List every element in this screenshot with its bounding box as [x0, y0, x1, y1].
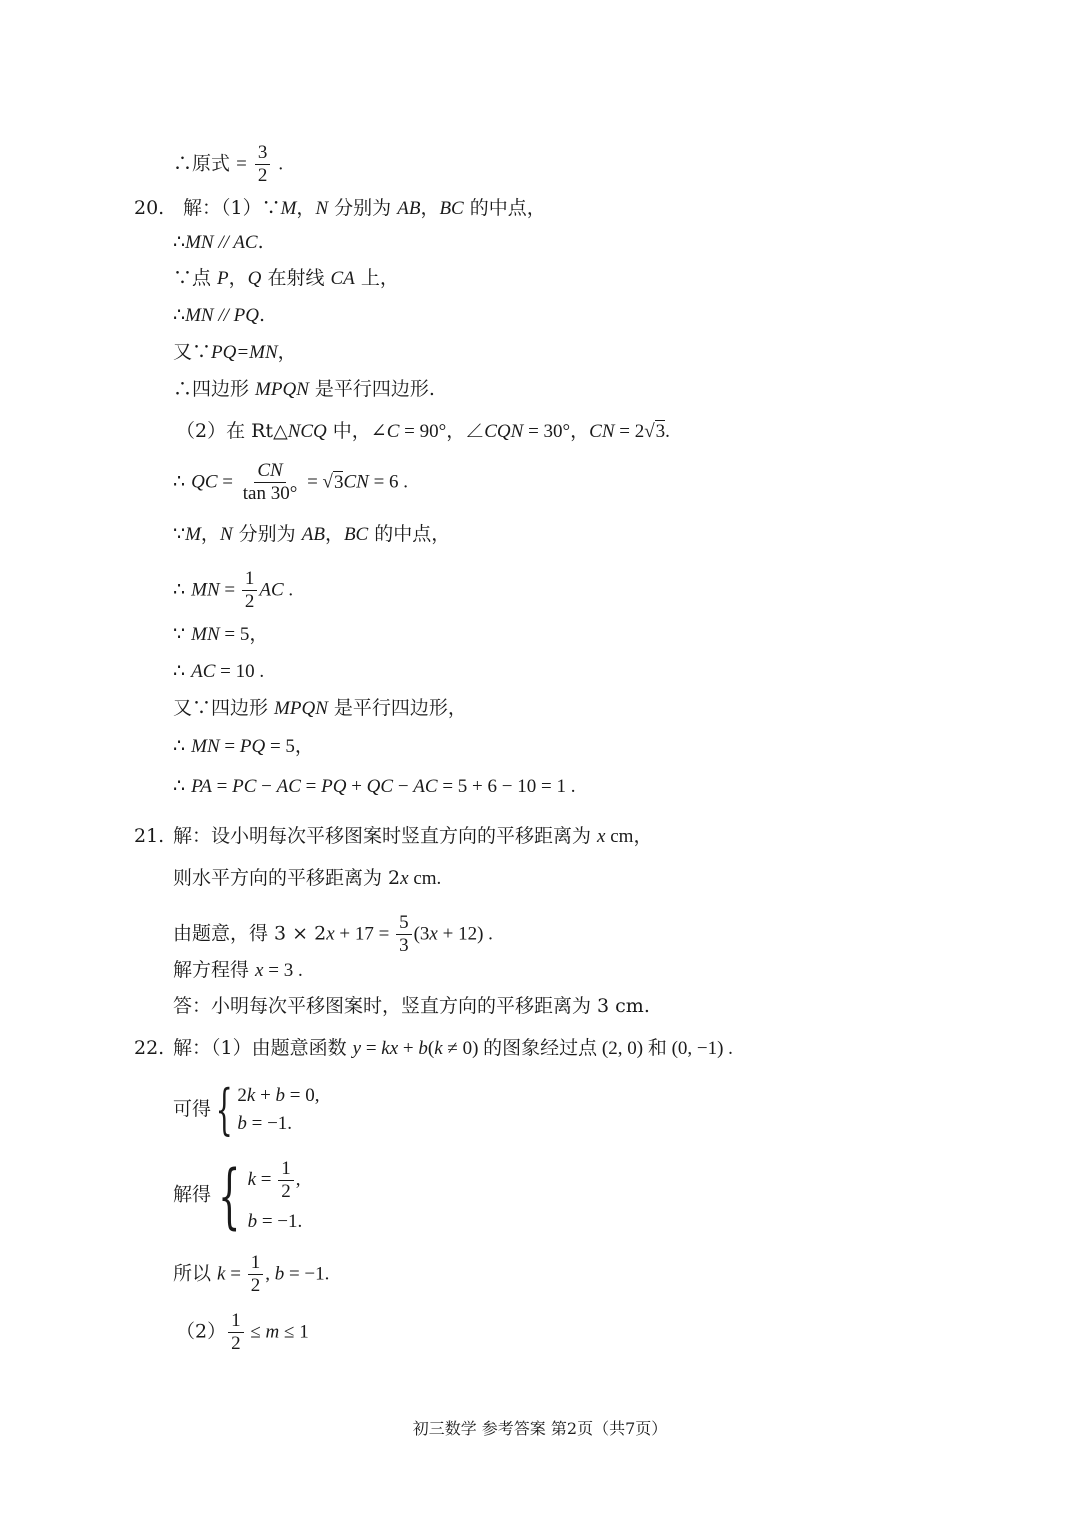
text: ∴ [173, 231, 186, 253]
text: 解：（1）∵ [183, 197, 281, 219]
expr: MN // AC [185, 232, 258, 253]
var: CN [589, 421, 615, 442]
text: 是平行四边形， [327, 697, 467, 719]
var: b [275, 1085, 286, 1106]
text: ∵ [173, 523, 186, 545]
text: = 3 . [263, 960, 303, 981]
text: ∴四边形 [173, 378, 256, 400]
fraction [228, 1310, 244, 1355]
equation-system [248, 1158, 303, 1233]
question-number-20: 20. [134, 197, 165, 219]
text: = [219, 579, 240, 601]
text: ∴ [173, 578, 192, 601]
var: x [429, 923, 438, 945]
text: 又∵ [173, 341, 212, 363]
var: BC [343, 524, 369, 545]
brace: { [215, 1078, 233, 1141]
q20-line-1 [183, 196, 546, 221]
q20-line-3 [173, 266, 399, 291]
var: k [246, 1085, 256, 1106]
numerator: 1 [228, 1310, 244, 1333]
numerator: CN [254, 460, 285, 483]
text: = 10 . [215, 661, 265, 682]
var: m [265, 1321, 280, 1343]
q20-line-6 [173, 377, 435, 402]
text: = 2 [614, 421, 645, 442]
q20-line-8: ∴ QC = $\frac{CN}{\tan 30^\circ}$ = √3CN = 6 . [173, 460, 409, 504]
eq-row-2 [248, 1211, 303, 1233]
var: PQ [239, 736, 266, 757]
var: b [274, 1263, 285, 1285]
var: NCQ [287, 421, 327, 442]
var: MN [191, 579, 220, 601]
text: = −1. [257, 1211, 303, 1232]
var: k [217, 1263, 226, 1285]
text: 中，∠ [326, 420, 387, 442]
q20-line-10 [173, 568, 293, 613]
q20-line-11 [173, 622, 268, 647]
denominator: 3 [399, 935, 409, 956]
var: AB [397, 198, 421, 219]
var: x [326, 923, 335, 945]
var: k [247, 1168, 256, 1190]
var: x [255, 960, 264, 981]
text: = 30°， [523, 421, 590, 442]
equals: = [236, 153, 247, 175]
var: y [352, 1038, 362, 1059]
q21-line-4 [173, 958, 303, 983]
var: PC [232, 776, 257, 797]
text: (3 [413, 923, 430, 945]
var: MN [191, 624, 220, 645]
var: C [386, 421, 400, 442]
text: . [257, 231, 264, 253]
text: = 5， [265, 736, 314, 757]
text: （2） [176, 1320, 227, 1343]
text: = 5， [219, 624, 269, 645]
period: . [278, 153, 284, 175]
text: = [361, 1038, 382, 1059]
text: . [665, 421, 670, 442]
q21-line-5 [173, 994, 650, 1018]
text: ∴ [173, 470, 192, 493]
text: + 12) . [437, 923, 493, 945]
var: AC [413, 776, 438, 797]
text: （2）在 Rt△ [176, 420, 288, 442]
text: . [258, 304, 266, 326]
text: , [265, 1263, 275, 1285]
var: AC [259, 579, 284, 601]
text: − [256, 776, 277, 797]
text: = 6 . [368, 471, 409, 493]
text: ∵ [173, 623, 192, 645]
var: QC [191, 471, 218, 493]
var: AC [276, 776, 301, 797]
var: kx [381, 1038, 399, 1059]
page-footer: 初三数学 参考答案 第2页（共7页） [412, 1419, 668, 1438]
text: 解：（1）由题意函数 [173, 1037, 353, 1059]
var: CQN [484, 421, 524, 442]
denominator: 2 [250, 1275, 261, 1296]
q21-line-3 [173, 912, 493, 957]
var: CA [330, 268, 355, 289]
numerator: 3 [255, 142, 271, 165]
fraction [255, 142, 271, 187]
q20-line-12 [173, 659, 264, 684]
var: M [280, 198, 297, 219]
text: cm. [408, 868, 442, 889]
text: 由题意，得 3 × 2 [173, 922, 327, 945]
var: PA [191, 776, 212, 797]
text: ≠ 0) 的图象经过点 (2, 0) 和 (0, −1) . [442, 1038, 733, 1059]
var: x [400, 868, 409, 889]
q22-line-2 [173, 1078, 320, 1141]
text: 所以 [173, 1262, 218, 1285]
text: 答：小明每次平移图案时，竖直方向的平移距离为 3 cm. [173, 995, 650, 1017]
var: AB [301, 524, 325, 545]
var: QC [366, 776, 394, 797]
text: − [393, 776, 414, 797]
text: 分别为 [328, 197, 398, 219]
text: = [302, 471, 323, 493]
text: 可得 [173, 1098, 212, 1120]
eq-row-1 [237, 1082, 319, 1110]
op: = [256, 1168, 277, 1190]
text: 是平行四边形. [308, 378, 435, 400]
text: + [398, 1038, 419, 1059]
var: BC [439, 198, 464, 219]
var: AC [191, 661, 216, 682]
op: + [255, 1085, 276, 1106]
numerator: 5 [396, 912, 412, 935]
q22-line-4 [173, 1252, 329, 1297]
text: = [217, 471, 238, 493]
brace: { [218, 1154, 241, 1237]
q20-line-4 [173, 303, 265, 328]
text: 在射线 [261, 267, 331, 289]
var: Q [247, 268, 262, 289]
denominator: 2 [257, 165, 268, 186]
eq-row-1 [248, 1158, 303, 1203]
text: 分别为 [232, 523, 302, 545]
denominator: tan 30° [242, 483, 298, 504]
equation-system [237, 1082, 319, 1138]
text: = −1. [284, 1263, 330, 1285]
op: = [225, 1263, 246, 1285]
text: ( [427, 1038, 435, 1059]
text: 则水平方向的平移距离为 2 [173, 867, 401, 889]
text: . [283, 579, 294, 601]
text: ， [324, 523, 344, 545]
q20-line-15 [173, 774, 575, 799]
q20-line-13 [173, 696, 467, 721]
text: ∴ [173, 735, 192, 757]
text: ∴原式 [173, 152, 231, 175]
fraction [242, 568, 258, 613]
var: P [217, 268, 229, 289]
text: 的中点， [368, 523, 451, 545]
question-number-21: 21. [134, 825, 165, 847]
text: = [219, 736, 240, 757]
text: , [295, 1168, 301, 1190]
denominator: 2 [231, 1333, 241, 1354]
var: CN [343, 471, 369, 493]
fraction [248, 1252, 264, 1297]
text: = 5 + 6 − 10 = 1 . [437, 776, 576, 797]
text: ≤ 1 [279, 1321, 309, 1343]
denominator: 2 [281, 1181, 291, 1202]
numerator: 1 [248, 1252, 264, 1275]
text: = [300, 776, 322, 797]
var: MN [191, 736, 220, 757]
q22-line-1 [173, 1036, 733, 1061]
fraction [396, 912, 412, 957]
text: 解得 [173, 1183, 212, 1206]
var: k [434, 1038, 443, 1059]
q20-line-14 [173, 734, 314, 759]
q22-line-3 [173, 1154, 303, 1237]
text: + 17 = [334, 923, 395, 945]
text: ∴ [173, 660, 192, 682]
var: b [237, 1113, 247, 1134]
text: ， [277, 341, 297, 363]
var: MPQN [274, 698, 328, 719]
q20-line-5 [173, 340, 297, 365]
var: N [315, 198, 329, 219]
text: ∵点 [173, 267, 218, 289]
text: 又∵四边形 [173, 697, 275, 719]
op: ≤ [245, 1321, 266, 1343]
text: 解方程得 [173, 959, 256, 981]
q20-line-9 [173, 522, 450, 547]
text: = [211, 776, 233, 797]
denominator: 2 [244, 591, 255, 612]
text: ∴ [173, 775, 192, 797]
text: 上， [354, 267, 399, 289]
var: b [418, 1038, 428, 1059]
text: ， [420, 197, 440, 219]
text: ， [200, 523, 220, 545]
q21-line-2 [173, 866, 441, 891]
var: PQ [321, 776, 347, 797]
q22-line-5 [176, 1310, 309, 1355]
var: b [247, 1211, 258, 1232]
expr: PQ=MN [211, 342, 278, 363]
numerator: 1 [278, 1158, 294, 1181]
text: + [346, 776, 367, 797]
fraction [240, 460, 301, 505]
num: 2 [237, 1085, 247, 1106]
eq-row-2 [237, 1110, 319, 1138]
var: MPQN [255, 379, 309, 400]
sqrt-arg: 3 [333, 471, 344, 493]
text: 的中点， [463, 197, 546, 219]
result-line [173, 142, 283, 187]
var: x [597, 826, 606, 847]
expr: MN // PQ [185, 305, 259, 326]
question-number-22: 22. [134, 1037, 165, 1059]
var: N [219, 524, 233, 545]
fraction [278, 1158, 294, 1203]
text: ， [296, 197, 316, 219]
text: = 90°，∠ [399, 421, 485, 442]
q20-line-7: （2）在 Rt△NCQ 中，∠C = 90°，∠CQN = 30°，CN = 2√3. [176, 420, 670, 442]
text: = 0, [285, 1085, 320, 1106]
q20-line-2 [173, 230, 264, 255]
text: 解：设小明每次平移图案时竖直方向的平移距离为 [173, 825, 598, 847]
text: cm， [605, 826, 653, 847]
numerator: 1 [242, 568, 258, 591]
text: = −1. [246, 1113, 293, 1134]
var: M [185, 524, 201, 545]
text: ∴ [173, 304, 186, 326]
sqrt-arg: 3 [655, 421, 666, 442]
text: ， [228, 267, 248, 289]
q21-line-1 [173, 824, 652, 849]
